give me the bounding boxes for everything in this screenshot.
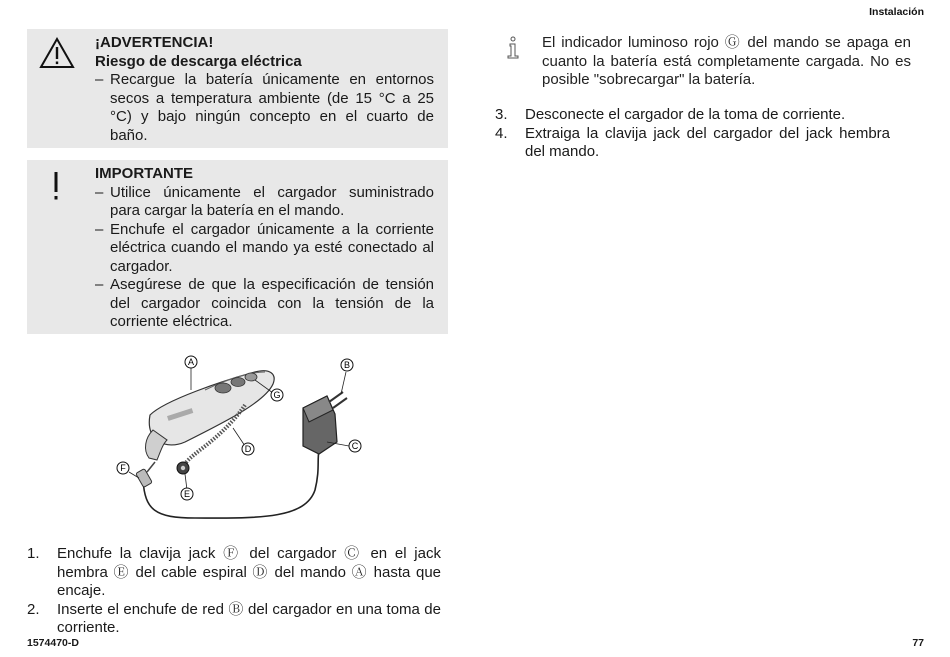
remote-control-a [146, 371, 275, 460]
info-icon [506, 36, 520, 66]
label-d [242, 443, 254, 455]
svg-text:B: B [343, 360, 351, 371]
page-number: 77 [912, 636, 924, 649]
bullet-dash: – [95, 71, 104, 88]
exclamation-icon [49, 172, 63, 208]
charger-illustration [105, 350, 385, 536]
important-item-text: Utilice únicamente el cargador suministrado para cargar la batería en el mando. [110, 183, 434, 219]
svg-text:E: E [183, 489, 191, 500]
important-item [95, 276, 434, 332]
label-c [349, 440, 361, 452]
step-number: 1. [27, 545, 40, 562]
info-text: El indicador luminoso rojo Ⓖ del mando se apaga en cuanto la batería está completamente cargada. No es posible "sobrecargar" la batería. [542, 34, 911, 88]
important-item [95, 221, 434, 277]
important-box [27, 160, 448, 334]
bullet-dash: – [95, 276, 104, 293]
step-item [27, 601, 441, 638]
important-title: IMPORTANTE [95, 165, 194, 182]
section-header: Instalación [869, 6, 924, 18]
label-b [341, 359, 353, 371]
step-text: Enchufe la clavija jack Ⓕ del cargador Ⓒ en el jack hembra Ⓔ del cable espiral Ⓓ del mando Ⓐ hasta que encaje. [57, 545, 441, 599]
label-f [117, 462, 129, 474]
label-g [271, 389, 283, 401]
label-e [181, 488, 193, 500]
svg-text:F: F [120, 463, 126, 474]
bullet-dash: – [95, 220, 104, 238]
svg-text:G: G [273, 390, 281, 401]
step-item [27, 545, 441, 601]
svg-text:C: C [351, 441, 359, 452]
step-item [495, 125, 890, 162]
info-note [506, 34, 911, 90]
step-text: Extraiga la clavija jack del cargador del jack hembra del mando. [525, 124, 890, 160]
step-text: Desconecte el cargador de la toma de corriente. [525, 106, 846, 123]
bullet-dash: – [95, 183, 104, 201]
jack-socket-e [177, 462, 189, 474]
warning-item [95, 71, 434, 145]
step-number: 4. [495, 124, 508, 142]
step-number: 2. [27, 600, 40, 618]
jack-plug-f [136, 462, 155, 487]
warning-item-text: Recargue la batería únicamente en entornos secos a temperatura ambiente (de 15 °C a 25 °C) y bajo ningún concepto en el cuarto de baño. [110, 71, 434, 144]
steps-list-right [495, 106, 890, 162]
document-number: 1574470-D [27, 636, 79, 649]
svg-text:A: A [187, 357, 195, 368]
warning-subtitle: Riesgo de descarga eléctrica [95, 52, 302, 70]
important-item-text: Asegúrese de que la especificación de tensión del cargador coincida con la tensión de la corriente eléctrica. [110, 276, 434, 330]
step-item [495, 106, 890, 125]
label-a [185, 356, 197, 368]
step-number: 3. [495, 106, 508, 123]
steps-list-left [27, 545, 441, 638]
step-text: Inserte el enchufe de red Ⓑ del cargador en una toma de corriente. [57, 600, 441, 636]
important-item [95, 184, 434, 221]
warning-triangle-icon [39, 37, 75, 75]
important-item-text: Enchufe el cargador únicamente a la corriente eléctrica cuando el mando ya esté conectado al cargador. [110, 220, 434, 275]
warning-box [27, 29, 448, 148]
svg-text:D: D [244, 444, 252, 455]
warning-title: ¡ADVERTENCIA! [95, 34, 214, 51]
